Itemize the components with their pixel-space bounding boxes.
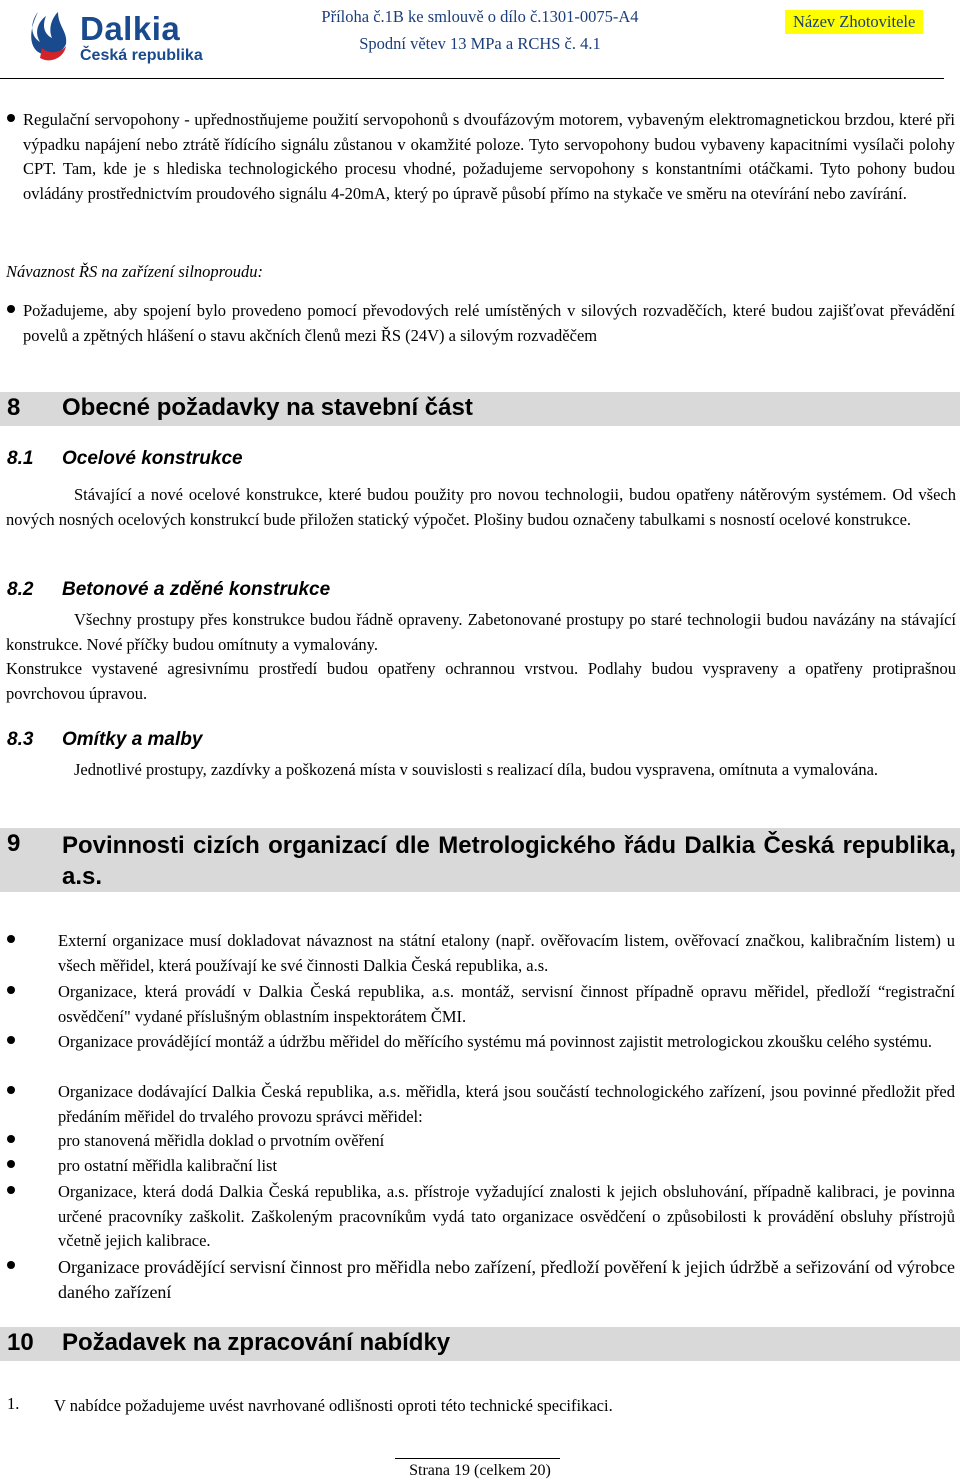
metrology-item-5: pro stanovená měřidla doklad o prvotním ověření bbox=[58, 1131, 385, 1150]
contract-annex-line: Příloha č.1B ke smlouvě o dílo č.1301-0075-A4 bbox=[321, 7, 639, 26]
metrology-item-2: Organizace, která provádí v Dalkia Česká republika, a.s. montáž, servisní činnost případně opravu měřidel, předloží “registrační osvědčení" vydané příslušným oblastním inspektorátem ČMI. bbox=[58, 982, 955, 1026]
subsection-8-3-number: 8.3 bbox=[7, 729, 34, 750]
logo-subtitle: Česká republika bbox=[80, 47, 203, 64]
document-reference bbox=[270, 3, 690, 57]
section-8-number: 8 bbox=[7, 394, 21, 421]
page-header bbox=[0, 0, 960, 80]
bullet-icon bbox=[7, 1036, 17, 1046]
section-10-heading bbox=[0, 1327, 960, 1361]
supplier-name-placeholder: Název Zhotovitele bbox=[785, 10, 923, 34]
metrology-item-6: pro ostatní měřidla kalibrační list bbox=[58, 1156, 278, 1175]
bullet-icon bbox=[7, 1261, 17, 1271]
subsection-8-2-number: 8.2 bbox=[7, 579, 34, 600]
concrete-paragraph-2: Konstrukce vystavené agresivnímu prostředí budou opatřeny ochrannou vrstvou. Podlahy budou vyspraveny a opatřeny protiprašnou povrchovou úpravou. bbox=[6, 659, 956, 703]
metrology-item-1: Externí organizace musí dokladovat návaznost na státní etalony (např. ověřovacím listem, ověřovací značkou, kalibračním listem) u všech měřidel, která používají ke své činnosti Dalkia Česká republika, a.s. bbox=[58, 931, 955, 975]
section-9-title: Povinnosti cizích organizací dle Metrologického řádu Dalkia Česká republika, a.s. bbox=[62, 832, 956, 890]
company-logo bbox=[28, 8, 238, 70]
bullet-icon bbox=[7, 1135, 17, 1145]
bullet-icon bbox=[7, 1086, 17, 1096]
section-10-title: Požadavek na zpracování nabídky bbox=[62, 1329, 451, 1356]
metrology-item-3: Organizace provádějící montáž a údržbu měřidel do měřícího systému má povinnost zajistit metrologickou zkoušku celého systému. bbox=[58, 1032, 932, 1051]
section-8-heading bbox=[0, 392, 960, 426]
bullet-icon bbox=[7, 1186, 17, 1196]
metrology-item-4: Organizace dodávající Dalkia Česká republika, a.s. měřidla, která jsou součástí technologického zařízení, jsou povinné předložit před předáním měřidel do trvalého provozu správci měřidel: bbox=[58, 1082, 955, 1126]
subsection-8-1-number: 8.1 bbox=[7, 448, 34, 469]
concrete-paragraph-1: Všechny prostupy přes konstrukce budou řádně opraveny. Zabetonované prostupy po staré technologii budou navázány na stávající konstrukce. Nové příčky budou omítnuty a vymalovány. bbox=[6, 610, 956, 654]
list-number: 1. bbox=[7, 1394, 20, 1413]
offer-requirement-item: V nabídce požadujeme uvést navrhované odlišnosti oproti této technické specifikaci. bbox=[54, 1396, 613, 1415]
section-10-number: 10 bbox=[7, 1329, 34, 1356]
steel-structures-paragraph: Stávající a nové ocelové konstrukce, které budou použity pro novou technologii, budou opatřeny nátěrovým systémem. Od všech nových nosných ocelových konstrukcí bude přiložen statický výpočet. Plošiny budou označeny tabulkami s nosností ocelové konstrukce. bbox=[6, 485, 956, 529]
subsection-8-2-title: Betonové a zděné konstrukce bbox=[62, 579, 331, 600]
logo-wordmark: Dalkia bbox=[80, 10, 181, 47]
section-9-heading bbox=[0, 828, 960, 892]
plaster-paragraph: Jednotlivé prostupy, zazdívky a poškozená místa v souvislosti s realizací díla, budou vyspravena, omítnuta a vymalována. bbox=[74, 760, 879, 779]
section-9-number: 9 bbox=[7, 830, 21, 857]
project-line: Spodní větev 13 MPa a RCHS č. 4.1 bbox=[359, 34, 601, 53]
bullet-icon bbox=[7, 1160, 17, 1170]
bullet-icon bbox=[7, 935, 17, 945]
page-number: Strana 19 (celkem 20) bbox=[409, 1462, 551, 1479]
section-8-title: Obecné požadavky na stavební část bbox=[62, 394, 473, 421]
subsection-8-1-title: Ocelové konstrukce bbox=[62, 448, 243, 469]
bullet-icon bbox=[7, 114, 17, 124]
metrology-item-8: Organizace provádějící servisní činnost pro měřidla nebo zařízení, předloží pověření k jejich údržbě a seřizování od výrobce daného zařízení bbox=[58, 1257, 955, 1302]
bullet-icon bbox=[7, 305, 17, 315]
metrology-item-7: Organizace, která dodá Dalkia Česká republika, a.s. přístroje vyžadující znalosti k jejich obsluhování, případně kalibraci, je povinna určené pracovníky zaškolit. Zaškoleným pracovníkům vydá tato organizace osvědčení o způsobilosti k provádění obsluhy přístrojů včetně jejich kalibrace. bbox=[58, 1182, 955, 1250]
header-divider bbox=[0, 78, 944, 79]
subsection-8-3-title: Omítky a malby bbox=[62, 729, 203, 750]
dalkia-flame-icon bbox=[28, 8, 74, 68]
footer-divider bbox=[395, 1458, 560, 1459]
power-link-subheading: Návaznost ŘS na zařízení silnoproudu: bbox=[6, 262, 263, 281]
relay-paragraph: Požadujeme, aby spojení bylo provedeno pomocí převodových relé umístěných v silových rozvaděčích, které budou zajišťovat převádění povelů a zpětných hlášení o stavu akčních členů mezi ŘS (24V) a silovým rozvaděčem bbox=[23, 301, 955, 345]
servo-paragraph: Regulační servopohony - upřednostňujeme použití servopohonů s dvoufázovým motorem, vybaveným elektromagnetickou brzdou, které při výpadku napájení nebo ztrátě řídícího signálu zůstanou v okamžité poloze. Tyto servopohony budou vybaveny kapacitními vysílači polohy CPT. Tam, kde je s hlediska technologického procesu vhodné, požadujeme servopohony s konstantními otáčkami. Tyto pohony budou ovládány prostřednictvím proudového signálu 4-20mA, který po úpravě působí přímo na stykače ve směru na otevírání nebo zavírání. bbox=[23, 110, 955, 203]
bullet-icon bbox=[7, 986, 17, 996]
